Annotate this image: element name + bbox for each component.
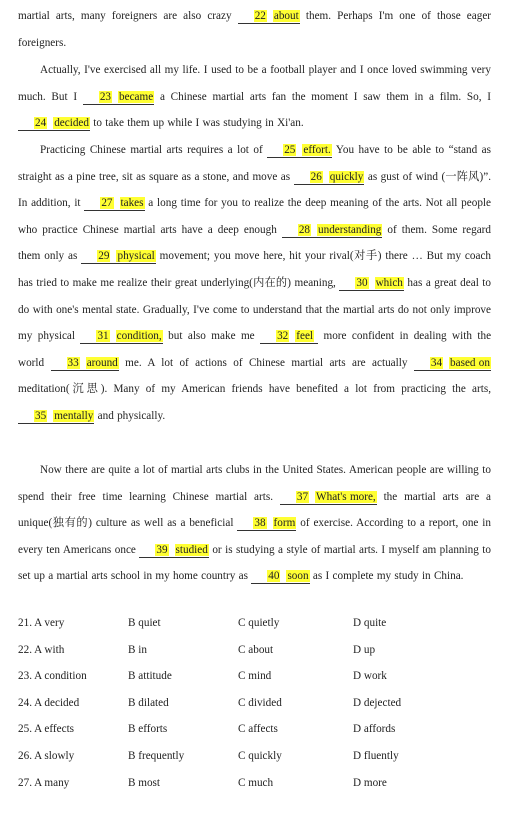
option-b: B efforts — [128, 723, 168, 736]
text: as I complete my study in China. — [312, 570, 464, 583]
answer-options — [18, 617, 498, 803]
blank-number: 31 — [97, 330, 109, 343]
blank-number: 30 — [356, 276, 368, 289]
option-row-23 — [18, 670, 498, 697]
blank-number: 39 — [156, 543, 168, 556]
blank-number: 26 — [310, 170, 322, 183]
blank-34 — [414, 356, 491, 371]
text: of exercise. According to a report, one in every ten Americans once — [18, 517, 492, 556]
blank-30 — [339, 276, 404, 291]
option-c: C quickly — [238, 749, 282, 762]
option-row-27 — [18, 777, 498, 804]
paragraph-4 — [18, 457, 491, 590]
text: of them. Some regard them only as — [18, 223, 491, 263]
blank-26 — [294, 170, 365, 185]
text: Now there are quite a lot of martial arts clubs in the United States. American people are willing to spend their free time learning Chinese martial arts. — [18, 464, 491, 503]
option-d: D fluently — [353, 749, 399, 762]
blank-number: 32 — [277, 330, 289, 343]
blank-23 — [83, 90, 154, 105]
blank-number: 28 — [298, 223, 310, 236]
paragraph-1 — [18, 3, 491, 56]
blank-number: 34 — [430, 356, 443, 369]
text: movement; you move here, hit your rival(对手) there … But my coach has tried to make me realize their great underlying(内在的) meaning, — [18, 250, 492, 289]
blank-40 — [251, 569, 309, 584]
option-a: 24. A decided — [18, 696, 80, 709]
text: has a great deal to do with one's mental state. Gradually, I've come to understand that the martial arts do not only improve my physical — [18, 276, 492, 343]
blank-answer: which — [375, 276, 403, 289]
blank-number: 35 — [35, 409, 47, 422]
text: me. A lot of actions of Chinese martial arts are actually — [125, 356, 408, 369]
text: as gust of wind (一阵风)”. In addition, it — [18, 170, 492, 210]
text: martial arts, many foreigners are also crazy — [18, 10, 232, 22]
blank-answer: understanding — [318, 223, 382, 236]
blank-number: 38 — [254, 517, 266, 530]
blank-24 — [18, 116, 90, 131]
blank-33 — [51, 356, 119, 371]
text: a Chinese martial arts fan the moment I saw them in a film. So, I — [159, 90, 492, 103]
option-a: 21. A very — [18, 617, 65, 629]
option-d: D more — [353, 776, 387, 789]
option-d: D affords — [353, 723, 396, 736]
text: a long time for you to realize the deep meaning of the arts. Not all people who practice Chinese martial arts have a deep enough — [18, 197, 492, 236]
blank-27 — [84, 196, 144, 211]
option-b: B frequently — [128, 749, 185, 762]
blank-number: 25 — [284, 144, 296, 156]
blank-number: 22 — [254, 10, 266, 22]
option-c: C quietly — [238, 617, 280, 629]
blank-number: 27 — [101, 197, 113, 210]
blank-32 — [260, 329, 318, 344]
option-c: C about — [238, 643, 274, 656]
blank-number: 29 — [98, 250, 110, 263]
option-row-22 — [18, 644, 498, 671]
text: but also make me — [168, 330, 255, 343]
blank-answer: form — [273, 517, 296, 530]
blank-answer: condition, — [116, 330, 162, 343]
blank-22 — [238, 9, 300, 24]
blank-answer: studied — [175, 543, 208, 556]
option-row-25 — [18, 723, 498, 750]
blank-answer: mentally — [54, 409, 94, 422]
blank-35 — [18, 409, 94, 424]
blank-25 — [267, 143, 332, 158]
blank-answer: around — [86, 356, 118, 369]
blank-answer: based on — [450, 356, 490, 369]
text: and physically. — [97, 409, 166, 422]
text: more confident in dealing with the world — [18, 330, 492, 369]
option-b: B quiet — [128, 617, 161, 629]
text: the martial arts are a unique(独有的) culture as well as a beneficial — [18, 490, 492, 530]
option-a: 22. A with — [18, 643, 65, 656]
blank-answer: quickly — [329, 170, 364, 183]
option-a: 25. A effects — [18, 723, 75, 736]
option-c: C much — [238, 776, 274, 789]
blank-answer: What's more, — [316, 490, 376, 503]
blank-38 — [237, 516, 296, 531]
blank-37 — [280, 490, 377, 505]
blank-answer: about — [273, 10, 299, 22]
text: You have to be able to “stand as straight as a pine tree, sit as square as a stone, and move as — [18, 144, 491, 183]
blank-answer: physical — [117, 250, 155, 263]
text: them. Perhaps I'm one of those eager foreigners. — [18, 10, 492, 49]
blank-28 — [282, 223, 383, 238]
blank-answer: effort. — [303, 144, 331, 156]
option-b: B most — [128, 776, 161, 789]
blank-number: 33 — [67, 356, 79, 369]
text: to take them up while I was studying in Xi'an. — [93, 117, 304, 130]
text: or is studying a style of martial arts. I myself am planning to set up a martial arts school in my home country as — [18, 543, 491, 583]
blank-31 — [80, 329, 162, 344]
option-d: D up — [353, 643, 376, 656]
option-b: B in — [128, 643, 147, 656]
paragraph-3 — [18, 137, 491, 430]
option-c: C mind — [238, 670, 272, 683]
blank-39 — [139, 543, 209, 558]
option-a: 26. A slowly — [18, 749, 75, 762]
blank-answer: decided — [54, 117, 89, 130]
blank-answer: takes — [120, 197, 144, 210]
text: Actually, I've exercised all my life. I used to be a football player and I once loved swimming very much. But I — [18, 64, 491, 103]
blank-number: 23 — [99, 90, 112, 103]
blank-answer: became — [119, 90, 154, 103]
option-d: D quite — [353, 617, 387, 629]
option-d: D work — [353, 670, 387, 683]
option-row-26 — [18, 750, 498, 777]
paragraph-2 — [18, 57, 491, 137]
blank-number: 24 — [35, 117, 47, 130]
blank-number: 40 — [268, 570, 280, 583]
option-b: B attitude — [128, 670, 172, 683]
option-row-24 — [18, 697, 498, 724]
option-d: D dejected — [353, 696, 402, 709]
option-c: C divided — [238, 696, 282, 709]
option-a: 23. A condition — [18, 670, 87, 683]
text: meditation(沉思). Many of my American friends have benefited a lot from practicing the arts, — [18, 383, 491, 396]
text: Practicing Chinese martial arts requires a lot of — [40, 144, 263, 156]
option-b: B dilated — [128, 696, 169, 709]
blank-29 — [81, 249, 155, 264]
blank-number: 37 — [296, 490, 309, 503]
option-c: C affects — [238, 723, 278, 736]
option-a: 27. A many — [18, 776, 70, 789]
blank-answer: soon — [287, 570, 309, 583]
blank-answer: feel — [296, 330, 314, 343]
option-row-21 — [18, 617, 498, 644]
